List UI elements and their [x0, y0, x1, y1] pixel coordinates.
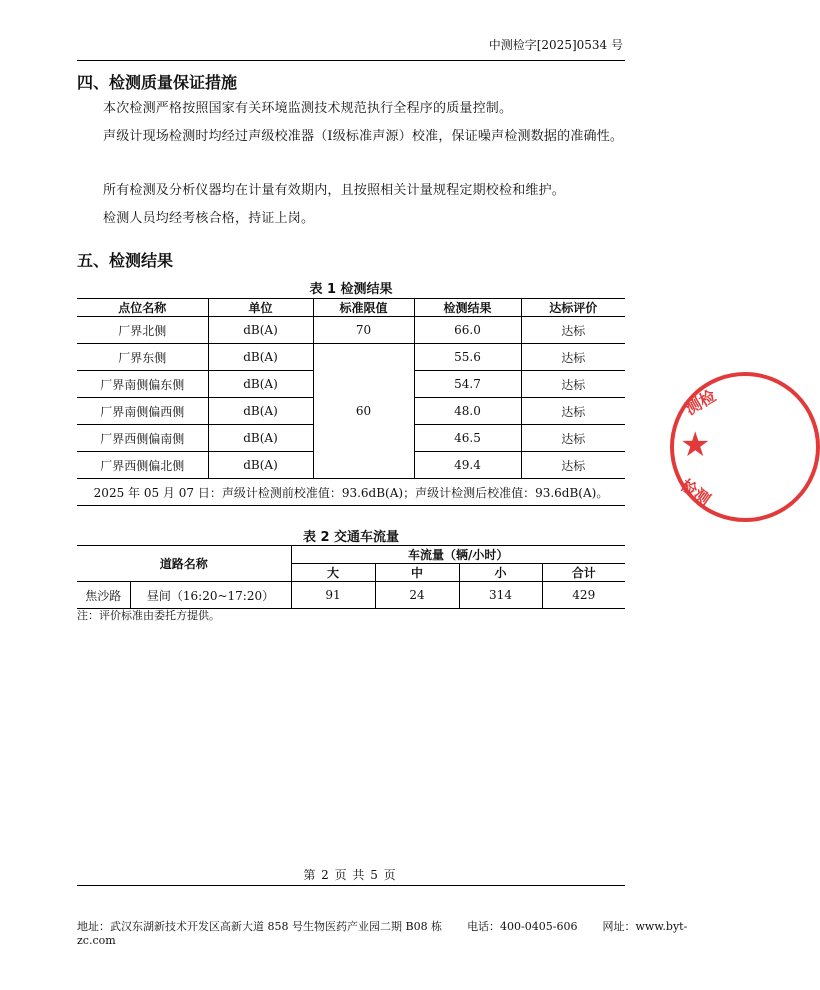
calibration-note: 2025 年 05 月 07 日：声级计检测前校准值：93.6dB(A)；声级计检测后校准值：93.6dB(A)。 — [77, 479, 625, 506]
table-row — [77, 317, 625, 344]
road-name: 焦沙路 — [77, 582, 130, 609]
header-point-name: 点位名称 — [77, 299, 208, 317]
section-4-title: 四、检测质量保证措施 — [77, 73, 238, 92]
point-name: 厂界西侧偏南侧 — [77, 425, 208, 452]
result: 66.0 — [414, 317, 521, 344]
header-result: 检测结果 — [414, 299, 521, 317]
unit: dB(A) — [208, 425, 313, 452]
header-small: 小 — [459, 564, 542, 582]
footer-website: 网址：www.byt-zc.com — [77, 920, 688, 947]
point-name: 厂界北侧 — [77, 317, 208, 344]
result: 48.0 — [414, 398, 521, 425]
point-name: 厂界东侧 — [77, 344, 208, 371]
footnote: 注：评价标准由委托方提供。 — [77, 609, 220, 622]
footer-divider — [77, 885, 625, 886]
point-name: 厂界南侧偏西侧 — [77, 398, 208, 425]
header-evaluation: 达标评价 — [521, 299, 625, 317]
large-count: 91 — [291, 582, 375, 609]
unit: dB(A) — [208, 398, 313, 425]
table-row — [77, 344, 625, 371]
unit: dB(A) — [208, 371, 313, 398]
result: 49.4 — [414, 452, 521, 479]
page-number: 第 2 页 共 5 页 — [303, 868, 397, 882]
evaluation: 达标 — [521, 452, 625, 479]
quality-paragraph-1: 本次检测严格按照国家有关环境监测技术规范执行全程序的质量控制。 — [103, 101, 513, 116]
total-count: 429 — [542, 582, 625, 609]
unit: dB(A) — [208, 452, 313, 479]
result: 55.6 — [414, 344, 521, 371]
header-medium: 中 — [375, 564, 459, 582]
header-road-name: 道路名称 — [77, 546, 291, 582]
point-name: 厂界西侧偏北侧 — [77, 452, 208, 479]
header-total: 合计 — [542, 564, 625, 582]
evaluation: 达标 — [521, 344, 625, 371]
table-header-row — [77, 299, 625, 317]
evaluation: 达标 — [521, 398, 625, 425]
header-traffic-flow: 车流量（辆/小时） — [291, 546, 625, 564]
traffic-table — [77, 545, 625, 609]
header-divider — [77, 60, 625, 61]
evaluation: 达标 — [521, 317, 625, 344]
limit: 70 — [313, 317, 414, 344]
seal-text-bottom: 检测 — [676, 475, 714, 510]
quality-paragraph-2: 声级计现场检测时均经过声级校准器（Ⅰ级标准声源）校准，保证噪声检测数据的准确性。 — [103, 129, 624, 144]
report-number: 中测检字[2025]0534 号 — [488, 38, 623, 52]
evaluation: 达标 — [521, 425, 625, 452]
footer-address: 地址：武汉东湖新技术开发区高新大道 858 号生物医药产业园二期 B08 栋 — [77, 920, 443, 933]
header-large: 大 — [291, 564, 375, 582]
unit: dB(A) — [208, 344, 313, 371]
result: 54.7 — [414, 371, 521, 398]
limit-merged: 60 — [313, 344, 414, 479]
medium-count: 24 — [375, 582, 459, 609]
seal-star-icon: ★ — [680, 425, 711, 465]
table-1-caption: 表 1 检测结果 — [309, 282, 393, 297]
quality-paragraph-3: 所有检测及分析仪器均在计量有效期内，且按照相关计量规程定期校检和维护。 — [103, 183, 566, 198]
quality-paragraph-4: 检测人员均经考核合格，持证上岗。 — [103, 211, 315, 226]
header-unit: 单位 — [208, 299, 313, 317]
time-period: 昼间（16:20~17:20） — [130, 582, 291, 609]
small-count: 314 — [459, 582, 542, 609]
seal-text-top: 测检 — [681, 386, 720, 419]
traffic-header-row — [77, 546, 625, 564]
footer-phone: 电话：400-0405-606 — [467, 920, 578, 933]
footer-contact — [77, 918, 700, 947]
section-5-title: 五、检测结果 — [77, 251, 174, 270]
calibration-note-row — [77, 479, 625, 506]
official-seal — [670, 372, 820, 522]
results-table — [77, 298, 625, 506]
header-limit: 标准限值 — [313, 299, 414, 317]
result: 46.5 — [414, 425, 521, 452]
evaluation: 达标 — [521, 371, 625, 398]
table-2-caption: 表 2 交通车流量 — [302, 530, 400, 545]
unit: dB(A) — [208, 317, 313, 344]
table-row — [77, 582, 625, 609]
point-name: 厂界南侧偏东侧 — [77, 371, 208, 398]
